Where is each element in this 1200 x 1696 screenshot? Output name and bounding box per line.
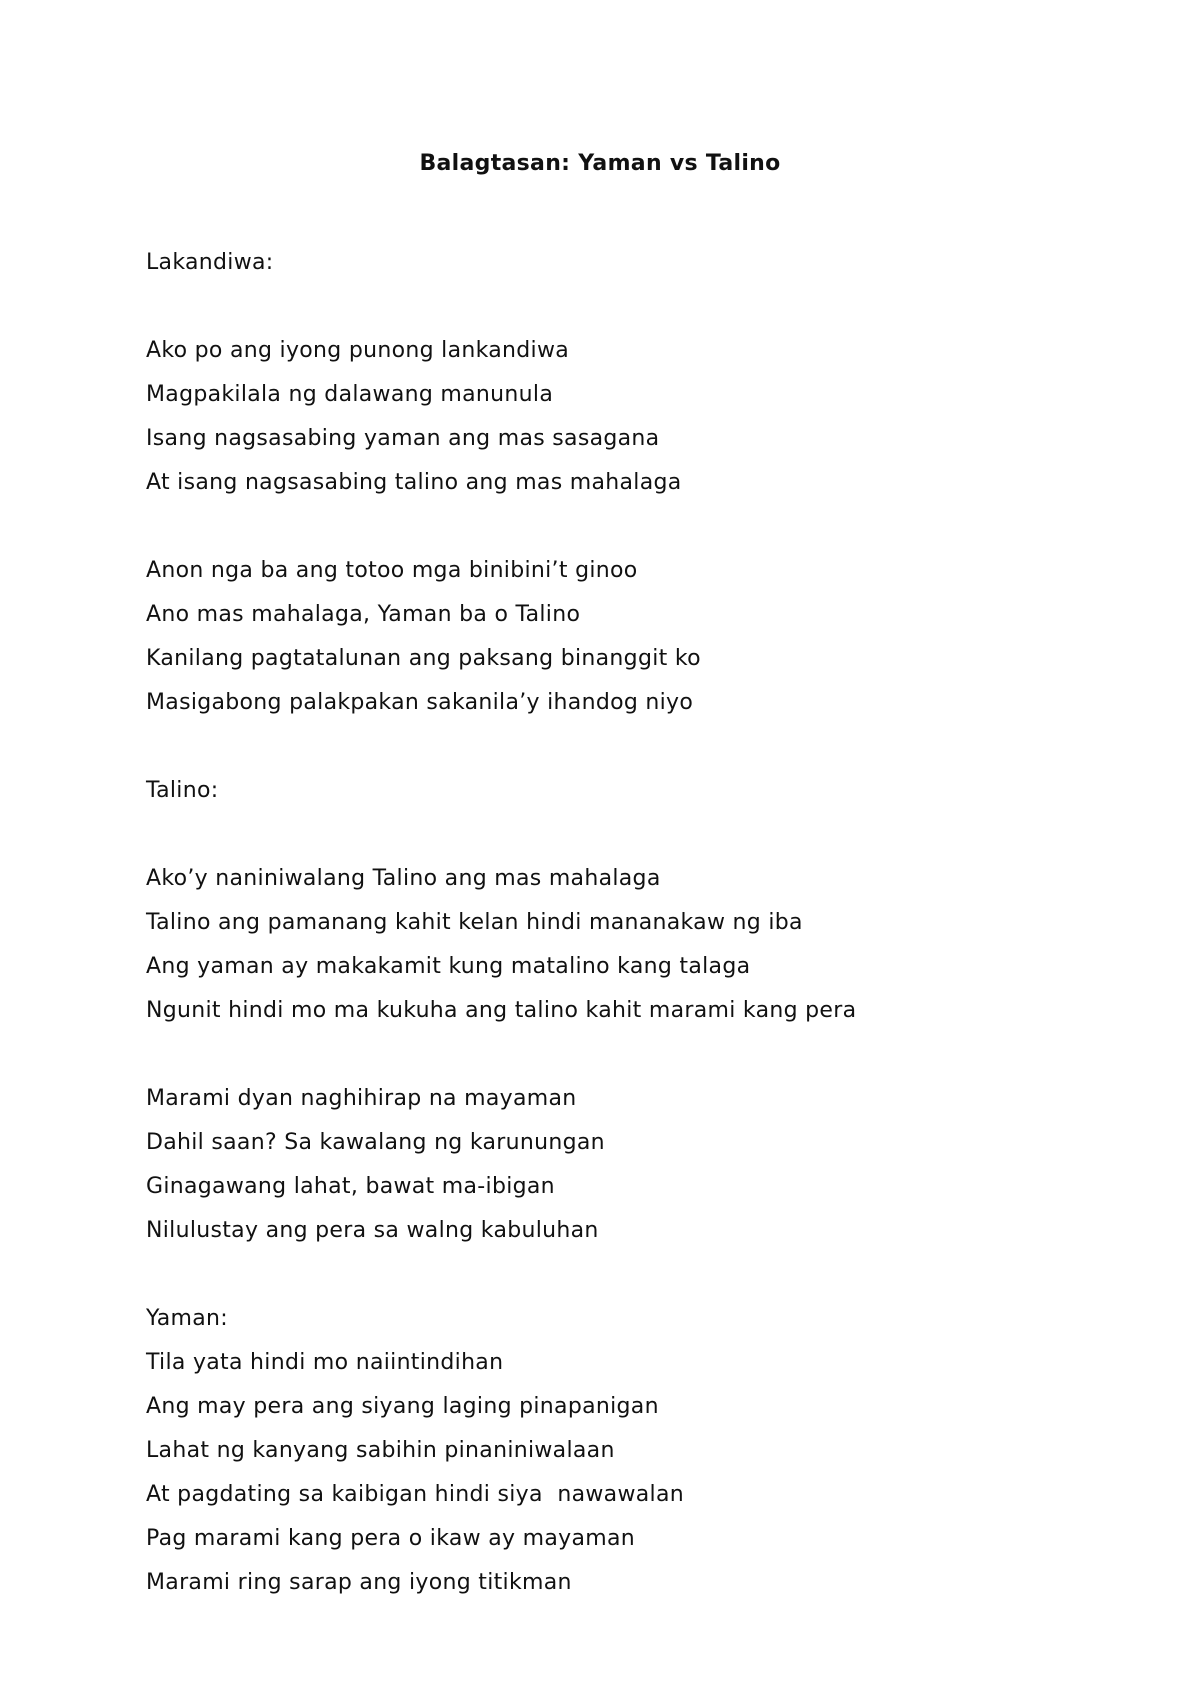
verse-line: Ako’y naniniwalang Talino ang mas mahalaga: [146, 866, 661, 891]
verse-line: Ako po ang iyong punong lankandiwa: [146, 338, 570, 363]
verse-line: Ang yaman ay makakamit kung matalino kang talaga: [146, 954, 751, 979]
verse-line: Pag marami kang pera o ikaw ay mayaman: [146, 1526, 635, 1551]
verse-line: Talino ang pamanang kahit kelan hindi mananakaw ng iba: [146, 910, 803, 935]
document-title: Balagtasan: Yaman vs Talino: [419, 151, 781, 176]
verse-line: Isang nagsasabing yaman ang mas sasagana: [146, 426, 660, 451]
speaker-label-talino: Talino:: [146, 778, 219, 803]
verse-line: Ginagawang lahat, bawat ma-ibigan: [146, 1174, 555, 1199]
verse-line: Tila yata hindi mo naiintindihan: [146, 1350, 504, 1375]
verse-line: At pagdating sa kaibigan hindi siya nawawalan: [146, 1482, 684, 1507]
speaker-label-yaman: Yaman:: [146, 1306, 228, 1331]
verse-line: Kanilang pagtatalunan ang paksang binanggit ko: [146, 646, 701, 671]
verse-line: Ang may pera ang siyang laging pinapanigan: [146, 1394, 659, 1419]
verse-line: Ngunit hindi mo ma kukuha ang talino kahit marami kang pera: [146, 998, 857, 1023]
verse-line: Marami ring sarap ang iyong titikman: [146, 1570, 572, 1595]
verse-line: At isang nagsasabing talino ang mas mahalaga: [146, 470, 682, 495]
verse-line: Marami dyan naghihirap na mayaman: [146, 1086, 577, 1111]
verse-line: Ano mas mahalaga, Yaman ba o Talino: [146, 602, 581, 627]
verse-line: Anon nga ba ang totoo mga binibini’t ginoo: [146, 558, 638, 583]
verse-line: Dahil saan? Sa kawalang ng karunungan: [146, 1130, 605, 1155]
verse-line: Lahat ng kanyang sabihin pinaniniwalaan: [146, 1438, 615, 1463]
speaker-label-lakandiwa: Lakandiwa:: [146, 250, 274, 275]
verse-line: Masigabong palakpakan sakanila’y ihandog niyo: [146, 690, 694, 715]
verse-line: Magpakilala ng dalawang manunula: [146, 382, 554, 407]
verse-line: Nilulustay ang pera sa walng kabuluhan: [146, 1218, 599, 1243]
